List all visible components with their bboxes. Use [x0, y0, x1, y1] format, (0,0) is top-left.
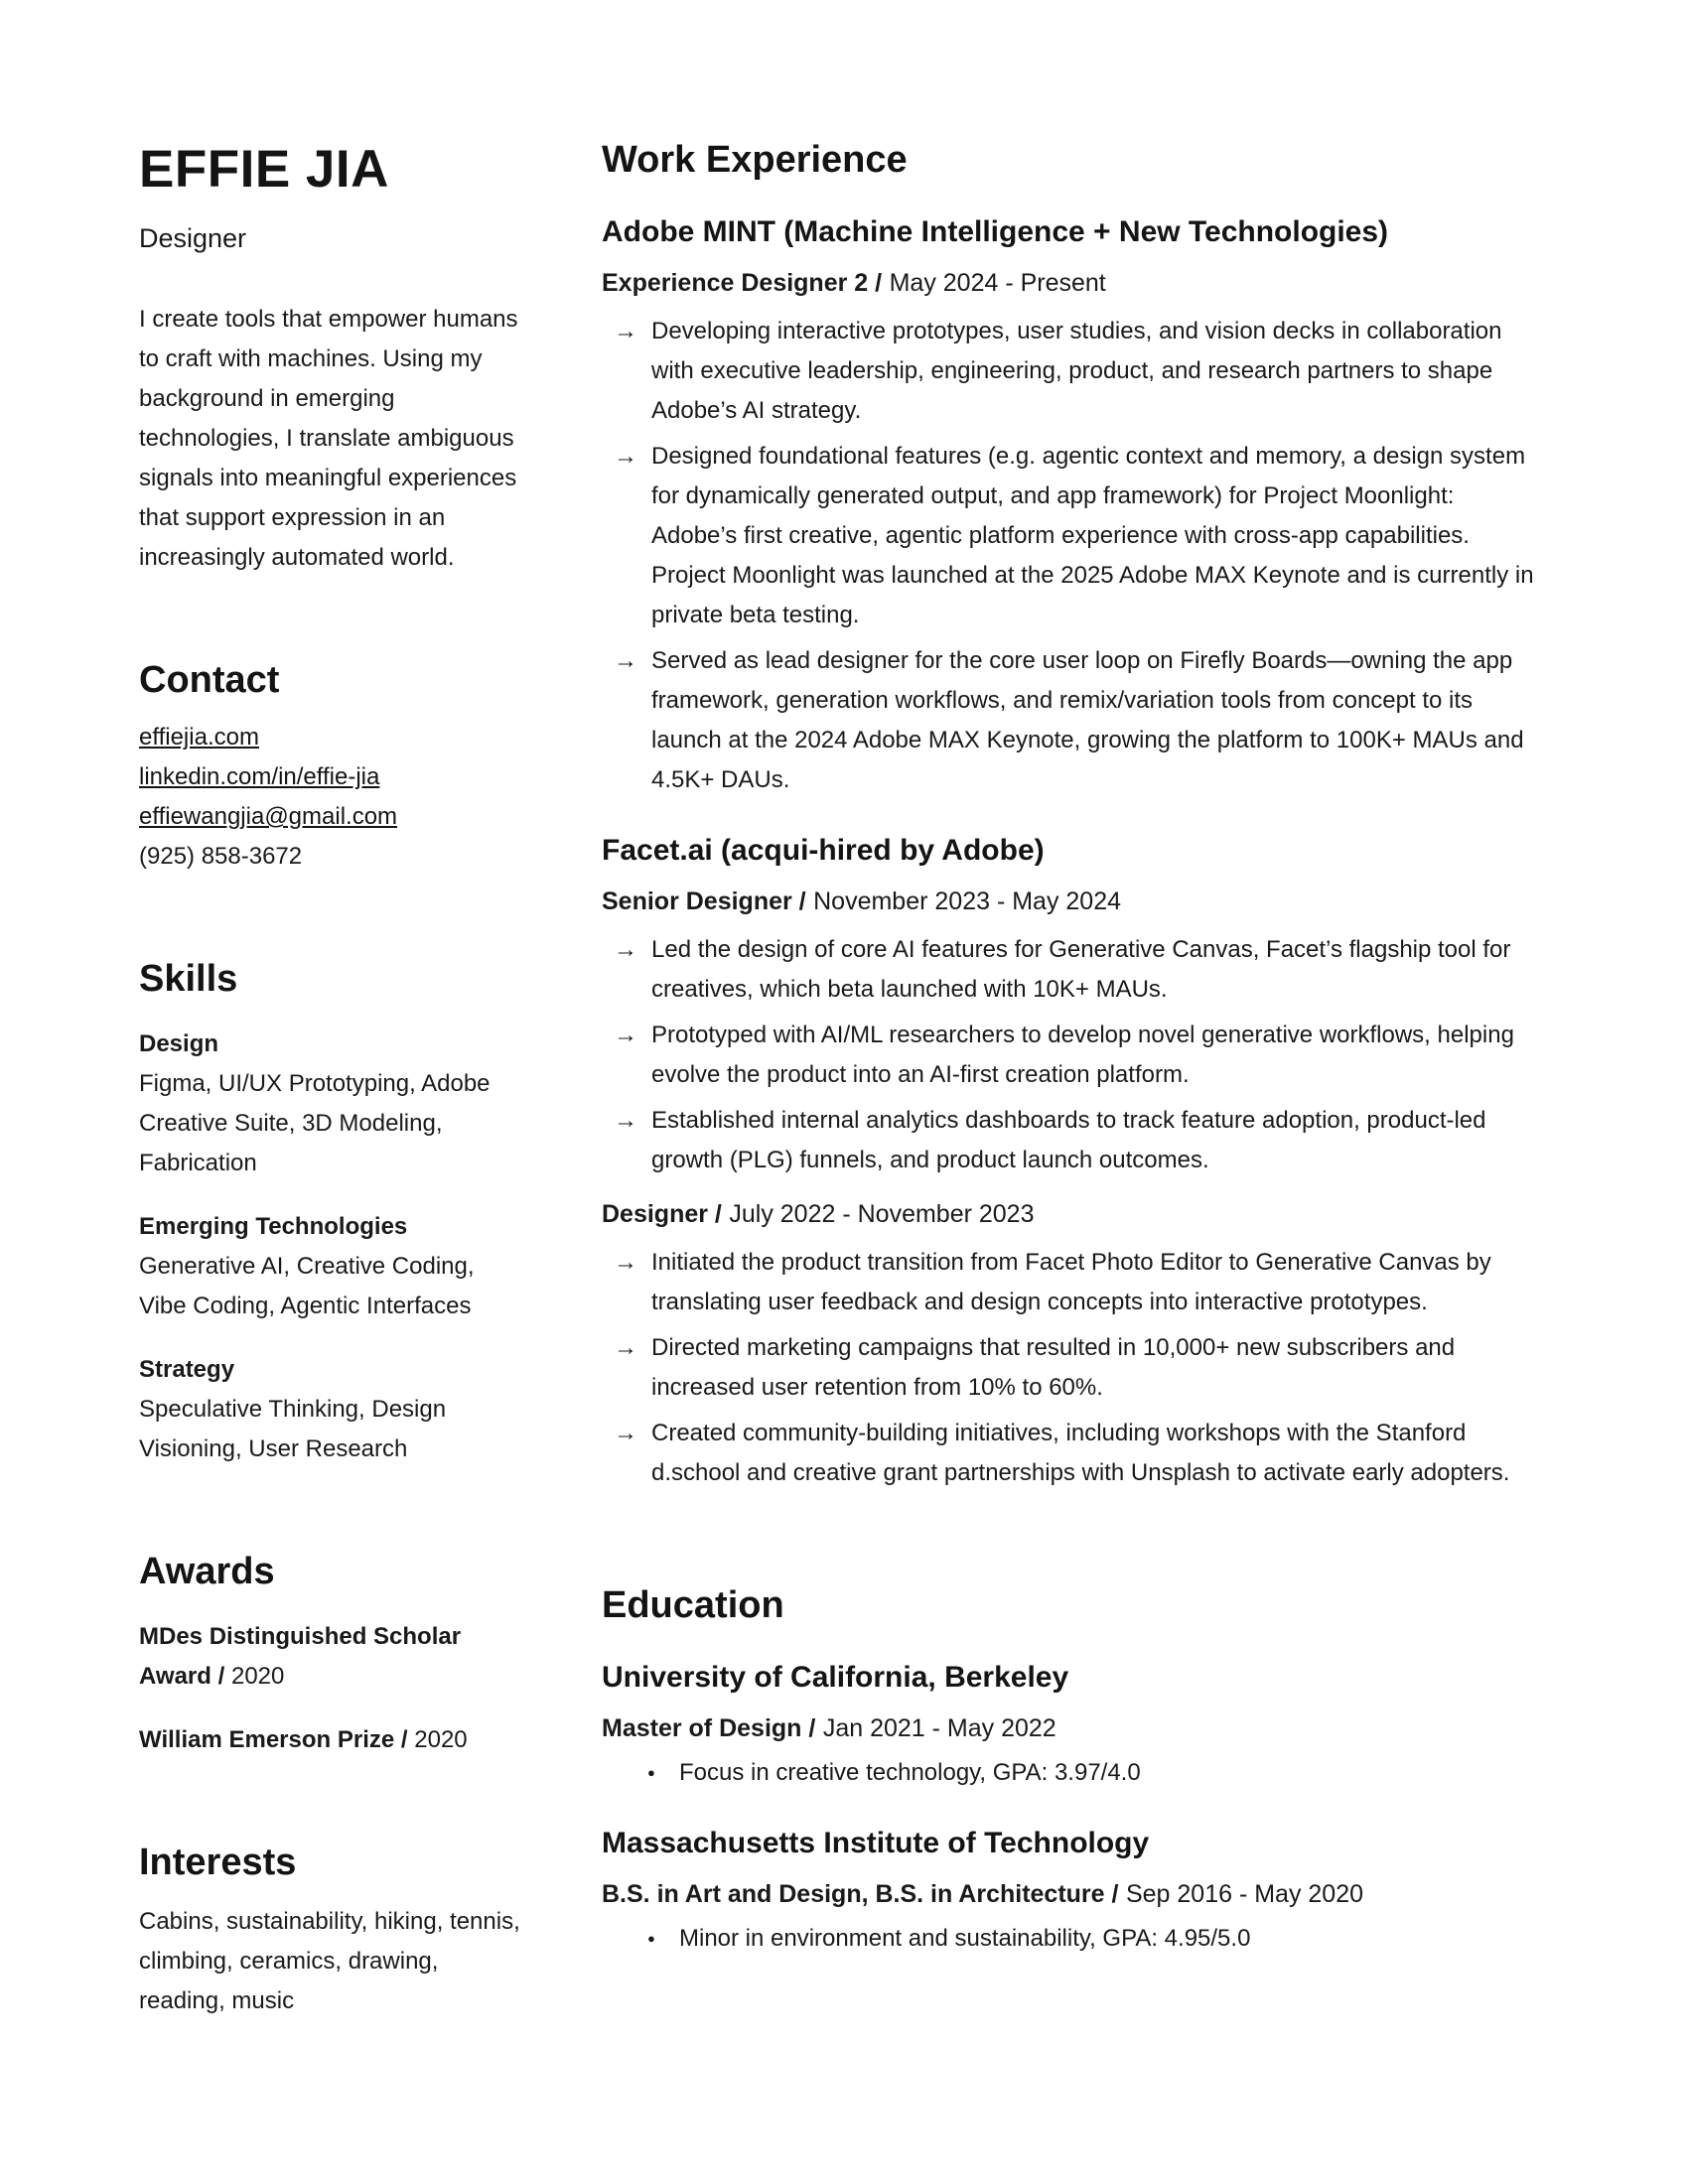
skill-group-label: Strategy	[139, 1356, 235, 1383]
company-facet-ai: Facet.ai (acqui-hired by Adobe)	[602, 834, 1045, 867]
award-item	[139, 1617, 522, 1697]
school-mit: Massachusetts Institute of Technology	[602, 1827, 1150, 1859]
bullet-item	[602, 437, 1541, 635]
interests-section	[139, 1842, 522, 2021]
award-title: MDes Distinguished Scholar Award /	[139, 1623, 462, 1690]
bullet-item	[602, 312, 1541, 431]
arrow-bullet-icon: →	[614, 1420, 637, 1446]
bullet-text: Focus in creative technology, GPA: 3.97/4.0	[679, 1759, 1141, 1786]
bullet-text: Created community-building initiatives, including workshops with the Stanford d.school and creative grant partnerships with Unsplash to activate early adopters.	[651, 1420, 1510, 1486]
right-column	[602, 139, 1541, 2021]
work-experience-section	[602, 139, 1541, 1493]
website-link[interactable]: effiejia.com	[139, 724, 259, 751]
skill-group-design	[139, 1024, 522, 1183]
skill-group-strategy	[139, 1350, 522, 1469]
contact-section	[139, 659, 522, 877]
linkedin-link[interactable]: linkedin.com/in/effie-jia	[139, 763, 380, 790]
skill-group-items: Generative AI, Creative Coding, Vibe Coding, Agentic Interfaces	[139, 1253, 475, 1319]
bullet-text: Led the design of core AI features for Generative Canvas, Facet’s flagship tool for creatives, which beta launched with 10K+ MAUs.	[651, 936, 1511, 1003]
role-line	[602, 1200, 1541, 1229]
bullet-item	[602, 1101, 1541, 1180]
edu-bullet-item	[602, 1919, 1541, 1959]
degree-dates: Jan 2021 - May 2022	[822, 1714, 1056, 1742]
bullet-item	[602, 1414, 1541, 1493]
dot-bullet-icon: ●	[647, 1931, 655, 1946]
role-line	[602, 887, 1541, 916]
role-line	[602, 269, 1541, 298]
education-heading: Education	[602, 1584, 784, 1626]
bullet-text: Served as lead designer for the core user loop on Firefly Boards—owning the app framework, generation workflows, and remix/variation tools from concept to its launch at the 2024 Adobe MAX Keynote, growing the platform to 100K+ MAUs and 4.5K+ DAUs.	[651, 647, 1524, 793]
bullet-item	[602, 1243, 1541, 1322]
award-year: 2020	[230, 1663, 285, 1690]
edu-bullet-list	[602, 1753, 1541, 1793]
person-name: EFFIE JIA	[139, 140, 389, 199]
arrow-bullet-icon: →	[614, 1249, 637, 1276]
education-section	[602, 1584, 1541, 1959]
contact-links	[139, 718, 522, 837]
arrow-bullet-icon: →	[614, 1334, 637, 1361]
arrow-bullet-icon: →	[614, 1022, 637, 1048]
interests-heading: Interests	[139, 1842, 297, 1883]
bullet-text: Minor in environment and sustainability, GPA: 4.95/5.0	[679, 1925, 1251, 1952]
bullet-text: Directed marketing campaigns that resulted in 10,000+ new subscribers and increased user retention from 10% to 60%.	[651, 1334, 1456, 1401]
bullet-item	[602, 1328, 1541, 1408]
skills-heading: Skills	[139, 958, 238, 1000]
email-link[interactable]: effiewangjia@gmail.com	[139, 803, 398, 830]
role-dates: November 2023 - May 2024	[813, 887, 1122, 915]
contact-heading: Contact	[139, 659, 280, 701]
left-column	[139, 139, 522, 2021]
arrow-bullet-icon: →	[614, 647, 637, 674]
school-uc-berkeley: University of California, Berkeley	[602, 1661, 1069, 1694]
dot-bullet-icon: ●	[647, 1765, 655, 1780]
skill-group-label: Design	[139, 1030, 219, 1057]
company-adobe-mint: Adobe MINT (Machine Intelligence + New Technologies)	[602, 215, 1389, 248]
award-year: 2020	[414, 1726, 468, 1753]
role-dates: July 2022 - November 2023	[729, 1200, 1035, 1228]
degree-title: B.S. in Art and Design, B.S. in Architecture /	[602, 1880, 1119, 1908]
bullet-text: Initiated the product transition from Facet Photo Editor to Generative Canvas by translating user feedback and design concepts into interactive prototypes.	[651, 1249, 1491, 1315]
bullet-item	[602, 1016, 1541, 1095]
bullet-text: Established internal analytics dashboards to track feature adoption, product-led growth (PLG) funnels, and product launch outcomes.	[651, 1107, 1486, 1173]
arrow-bullet-icon: →	[614, 936, 637, 963]
bullet-list	[602, 312, 1541, 800]
award-item	[139, 1720, 522, 1760]
degree-title: Master of Design /	[602, 1714, 816, 1742]
person-title: Designer	[139, 223, 247, 253]
bullet-item	[602, 641, 1541, 800]
role-dates: May 2024 - Present	[889, 269, 1106, 297]
skill-group-items: Speculative Thinking, Design Visioning, User Research	[139, 1396, 447, 1462]
intro-text: I create tools that empower humans to craft with machines. Using my background in emerging technologies, I translate ambiguous signals into meaningful experiences that support expression in an increasingly automated world.	[139, 306, 518, 571]
bullet-item	[602, 930, 1541, 1010]
award-title: William Emerson Prize /	[139, 1726, 408, 1753]
awards-section	[139, 1551, 522, 1760]
skill-group-items: Figma, UI/UX Prototyping, Adobe Creative Suite, 3D Modeling, Fabrication	[139, 1070, 491, 1176]
bullet-list	[602, 930, 1541, 1180]
bullet-text: Designed foundational features (e.g. agentic context and memory, a design system for dynamically generated output, and app framework) for Project Moonlight: Adobe’s first creative, agentic platform experience with cross-app capabilities. Project Moonlight was launched at the 2025 Adobe MAX Keynote and is currently in private beta testing.	[651, 443, 1534, 628]
skill-group-emerging-technologies	[139, 1207, 522, 1326]
awards-heading: Awards	[139, 1551, 275, 1592]
degree-line	[602, 1880, 1541, 1909]
role-title: Senior Designer /	[602, 887, 806, 915]
edu-bullet-list	[602, 1919, 1541, 1959]
role-title: Experience Designer 2 /	[602, 269, 883, 297]
arrow-bullet-icon: →	[614, 318, 637, 344]
arrow-bullet-icon: →	[614, 443, 637, 470]
degree-dates: Sep 2016 - May 2020	[1125, 1880, 1364, 1908]
degree-line	[602, 1714, 1541, 1743]
bullet-text: Prototyped with AI/ML researchers to develop novel generative workflows, helping evolve the product into an AI-first creation platform.	[651, 1022, 1514, 1088]
phone-number: (925) 858-3672	[139, 843, 303, 870]
interests-text: Cabins, sustainability, hiking, tennis, climbing, ceramics, drawing, reading, music	[139, 1908, 520, 2014]
resume-page	[139, 139, 1541, 2021]
skill-group-label: Emerging Technologies	[139, 1213, 408, 1240]
arrow-bullet-icon: →	[614, 1107, 637, 1134]
edu-bullet-item	[602, 1753, 1541, 1793]
role-title: Designer /	[602, 1200, 722, 1228]
work-experience-heading: Work Experience	[602, 139, 908, 181]
skills-section	[139, 958, 522, 1469]
bullet-list	[602, 1243, 1541, 1493]
bullet-text: Developing interactive prototypes, user studies, and vision decks in collaboration with executive leadership, engineering, product, and research partners to shape Adobe’s AI strategy.	[651, 318, 1502, 424]
